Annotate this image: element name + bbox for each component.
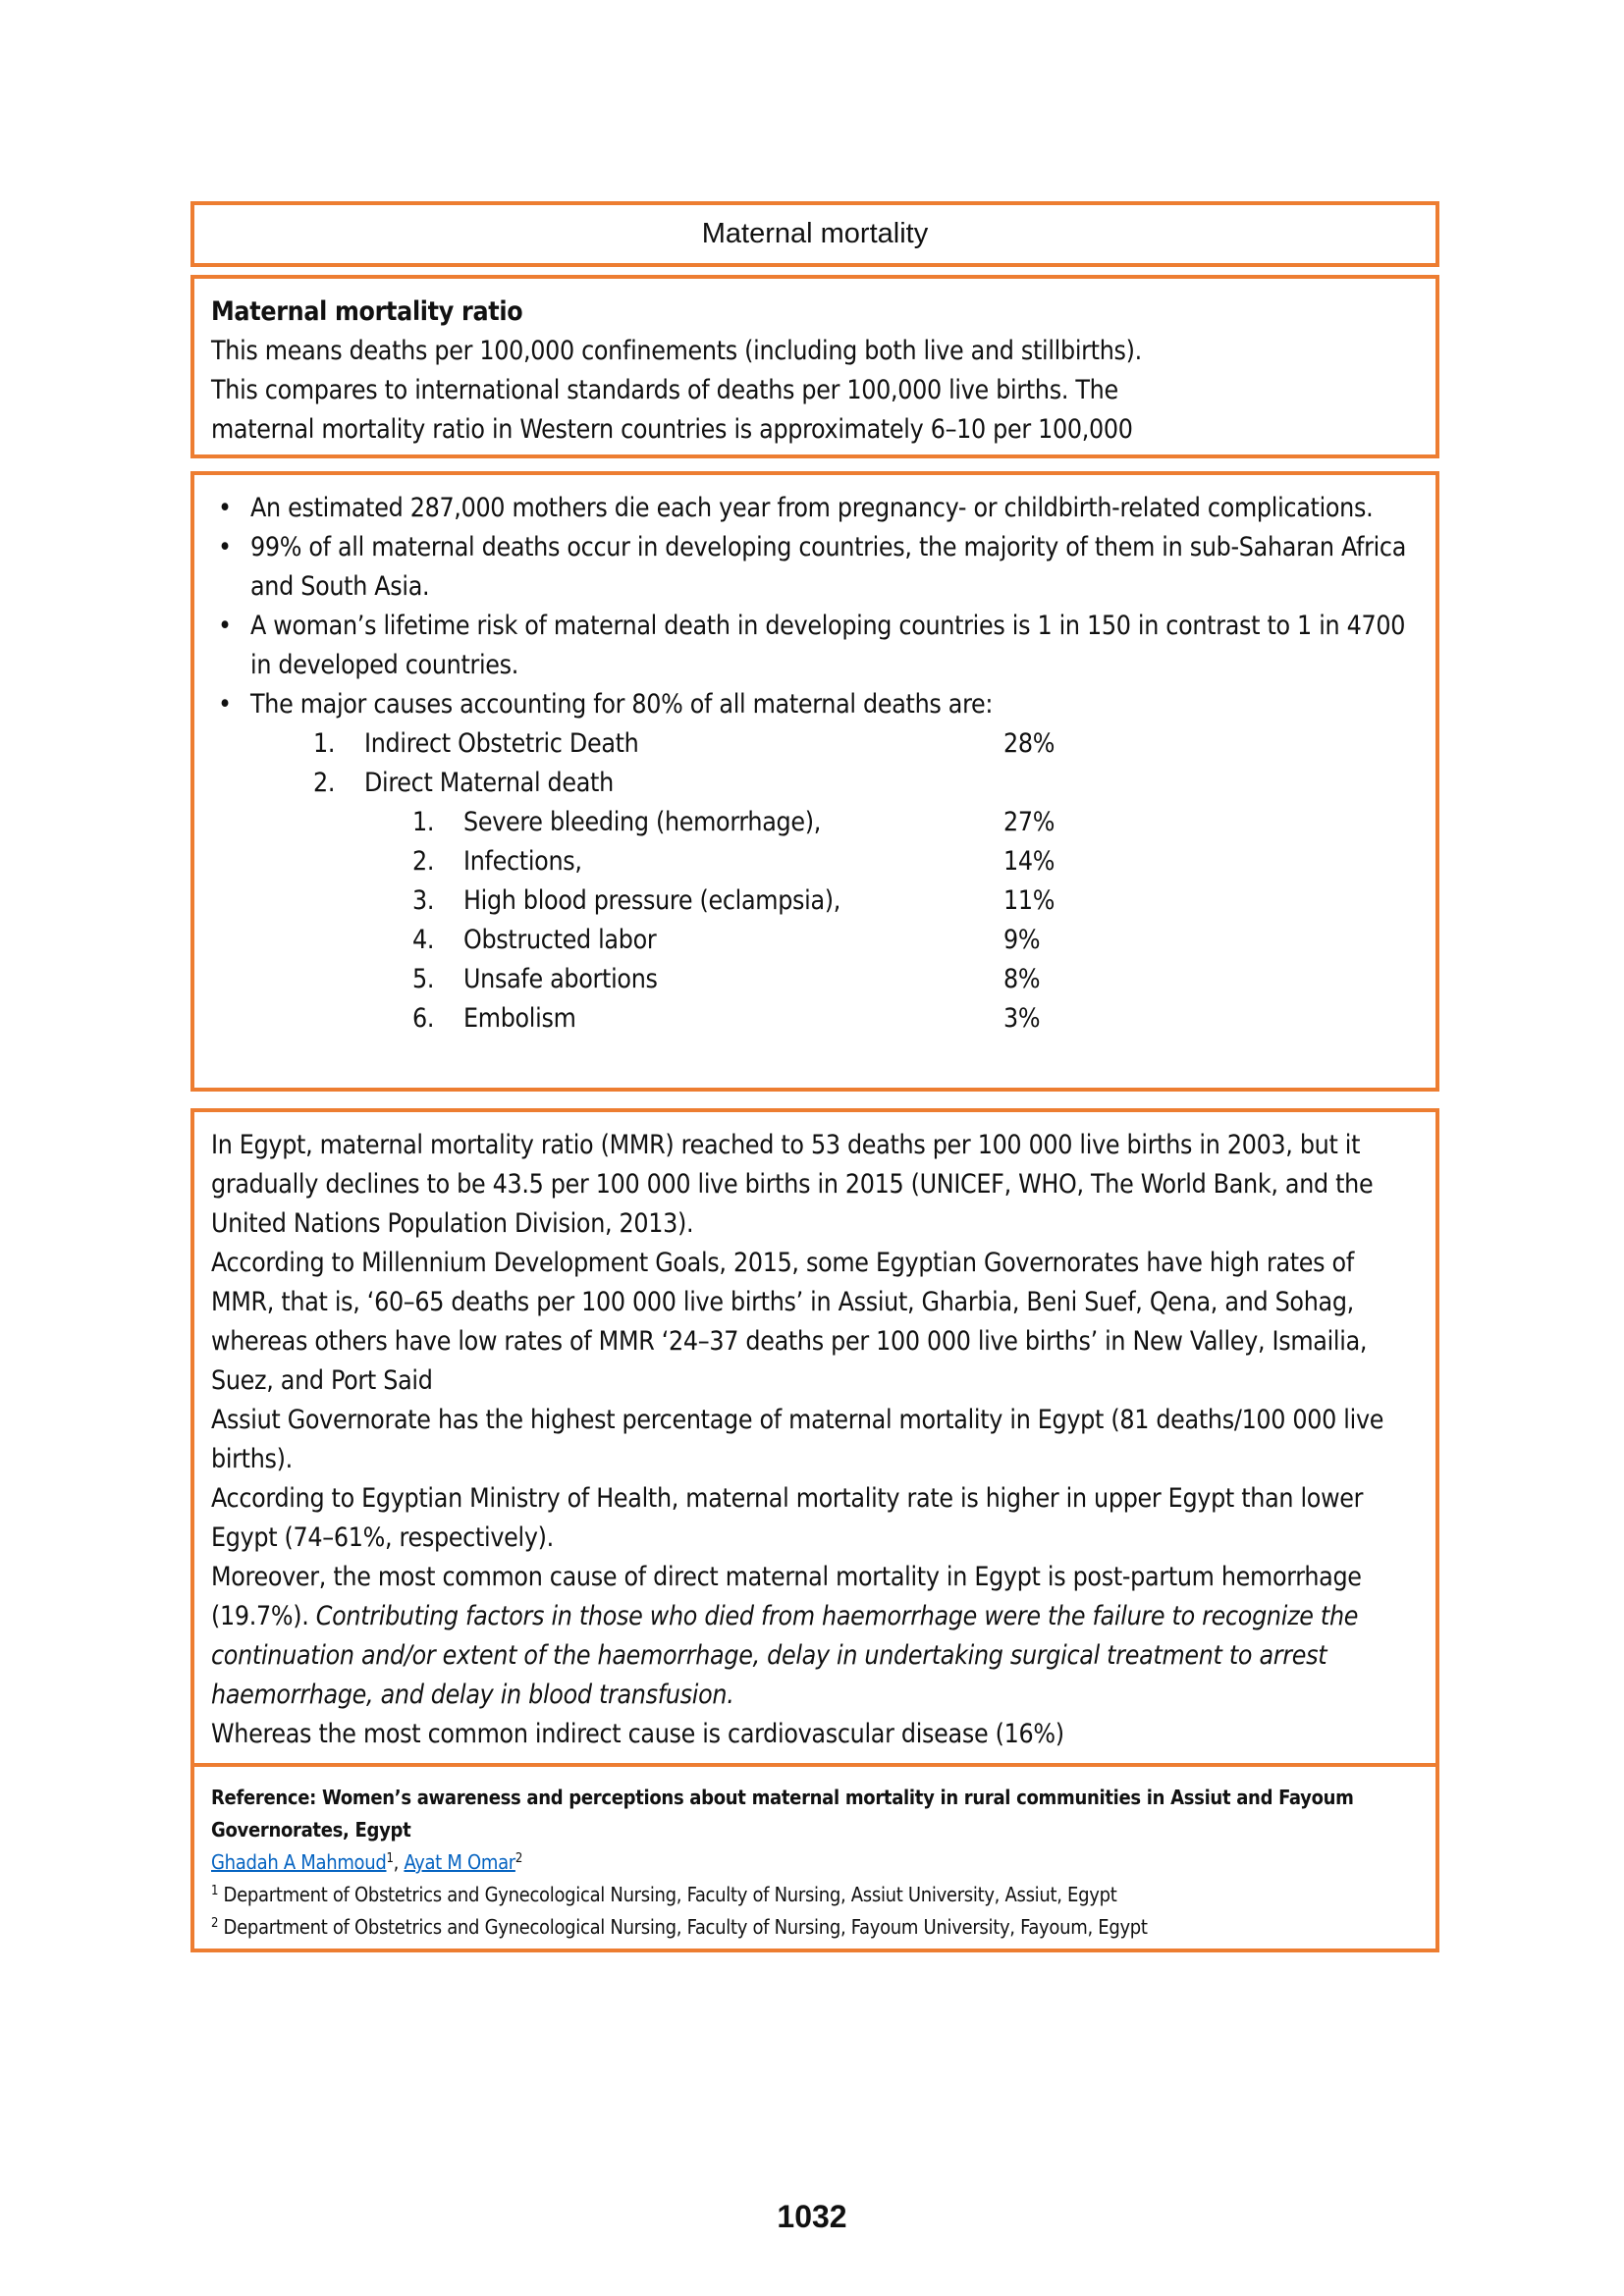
bullet-text: The major causes accounting for 80% of all maternal deaths are: xyxy=(250,689,994,720)
bullet-item xyxy=(194,685,1435,724)
cause-number: 2. xyxy=(313,768,336,798)
contributing-factors-text: Contributing factors in those who died from haemorrhage were the failure to recognize the continuation and/or extent of the haemorrhage, delay in undertaking surgical treatment to arrest haemorrhage, and delay in blood transfusion. xyxy=(211,1601,1359,1710)
bullet-item xyxy=(194,489,1435,528)
direct-cause-item xyxy=(194,881,1435,921)
facts-box xyxy=(190,471,1439,1092)
direct-cause-item xyxy=(194,803,1435,842)
title-box xyxy=(190,201,1439,267)
cause-percent: 27% xyxy=(1003,807,1056,837)
cause-label: Infections, xyxy=(463,846,582,877)
cause-percent: 28% xyxy=(1003,728,1056,759)
ratio-definition-box xyxy=(190,275,1439,458)
ratio-line: maternal mortality ratio in Western countries is approximately 6–10 per 100,000 xyxy=(211,414,1133,445)
cause-item xyxy=(194,724,1435,764)
direct-cause-item xyxy=(194,960,1435,999)
author-link-2[interactable]: Ayat M Omar xyxy=(404,1850,515,1874)
bullet-text: An estimated 287,000 mothers die each year from pregnancy- or childbirth-related complications. xyxy=(250,493,1374,523)
cause-number: 6. xyxy=(412,1003,435,1034)
egypt-box xyxy=(190,1108,1439,1952)
cause-percent: 9% xyxy=(1003,925,1041,955)
affiliation-1 xyxy=(211,1879,1426,1911)
cause-percent: 14% xyxy=(1003,846,1056,877)
affiliation-sup: 2 xyxy=(211,1916,219,1931)
authors-line xyxy=(211,1846,1426,1879)
bullet-item xyxy=(194,607,1435,685)
egypt-paragraph: According to Egyptian Ministry of Health, maternal mortality rate is higher in upper Egypt than lower Egypt (74–61%, respectively). xyxy=(211,1483,1364,1553)
bullet-icon: • xyxy=(218,532,232,562)
cause-number: 5. xyxy=(412,964,435,994)
cause-number: 3. xyxy=(412,885,435,916)
direct-cause-item xyxy=(194,999,1435,1039)
author-separator: , xyxy=(393,1850,405,1874)
cause-percent: 11% xyxy=(1003,885,1056,916)
egypt-paragraph: In Egypt, maternal mortality ratio (MMR) reached to 53 deaths per 100 000 live births in 2003, but it gradually declines to be 43.5 per 100 000 live births in 2015 (UNICEF, WHO, The World Bank, and the United Nations Population Division, 2013). xyxy=(211,1130,1374,1239)
author-sup: 2 xyxy=(514,1851,523,1866)
author-link-1[interactable]: Ghadah A Mahmoud xyxy=(211,1850,387,1874)
cause-label: Direct Maternal death xyxy=(364,768,614,798)
cause-label: Obstructed labor xyxy=(463,925,657,955)
egypt-paragraph: Assiut Governorate has the highest percentage of maternal mortality in Egypt (81 deaths/100 000 live births). xyxy=(211,1405,1384,1474)
egypt-paragraph xyxy=(211,1558,1422,1715)
cause-label: Unsafe abortions xyxy=(463,964,658,994)
page-title: Maternal mortality xyxy=(701,218,929,249)
reference-title: Reference: Women’s awareness and perceptions about maternal mortality in rural communities in Assiut and Fayoum Governorates, Egypt xyxy=(211,1786,1354,1842)
bullet-text: 99% of all maternal deaths occur in developing countries, the majority of them in sub-Saharan Africa and South Asia. xyxy=(250,532,1407,602)
bullet-text: A woman’s lifetime risk of maternal death in developing countries is 1 in 150 in contrast to 1 in 4700 in developed countries. xyxy=(250,611,1406,680)
ratio-line: This means deaths per 100,000 confinements (including both live and stillbirths). xyxy=(211,336,1142,366)
hemorrhage-text: Moreover, the most common cause of direct maternal mortality in Egypt is post-partum hemorrhage (19.7%). xyxy=(211,1562,1362,1631)
affiliation-2 xyxy=(211,1911,1426,1944)
cause-label: Embolism xyxy=(463,1003,576,1034)
cause-label: Severe bleeding (hemorrhage), xyxy=(463,807,822,837)
egypt-paragraph: Whereas the most common indirect cause is cardiovascular disease (16%) xyxy=(211,1719,1064,1749)
author-sup: 1 xyxy=(386,1851,394,1866)
cause-number: 2. xyxy=(412,846,435,877)
direct-cause-item xyxy=(194,921,1435,960)
cause-number: 1. xyxy=(313,728,336,759)
ratio-heading: Maternal mortality ratio xyxy=(211,296,523,327)
cause-item xyxy=(194,764,1435,803)
affiliation-text: Department of Obstetrics and Gynecological Nursing, Faculty of Nursing, Fayoum University, Fayoum, Egypt xyxy=(218,1915,1148,1939)
bullet-icon: • xyxy=(218,611,232,641)
egypt-paragraph: According to Millennium Development Goals, 2015, some Egyptian Governorates have high rates of MMR, that is, ‘60–65 deaths per 100 000 live births’ in Assiut, Gharbia, Beni Suef, Qena, and Sohag, whereas others have low rates of MMR ‘24–37 deaths per 100 000 live births’ in New Valley, Ismailia, Suez, and Port Said xyxy=(211,1248,1368,1396)
affiliation-text: Department of Obstetrics and Gynecological Nursing, Faculty of Nursing, Assiut University, Assiut, Egypt xyxy=(218,1883,1117,1906)
cause-number: 1. xyxy=(412,807,435,837)
affiliation-sup: 1 xyxy=(211,1884,219,1898)
cause-percent: 3% xyxy=(1003,1003,1041,1034)
direct-cause-item xyxy=(194,842,1435,881)
reference-block xyxy=(211,1782,1426,1944)
cause-number: 4. xyxy=(412,925,435,955)
bullet-item xyxy=(194,528,1435,607)
cause-label: High blood pressure (eclampsia), xyxy=(463,885,841,916)
cause-percent: 8% xyxy=(1003,964,1041,994)
page-number: 1032 xyxy=(777,2199,847,2234)
bullet-icon: • xyxy=(218,493,232,523)
ratio-line: This compares to international standards of deaths per 100,000 live births. The xyxy=(211,375,1118,405)
bullet-icon: • xyxy=(218,689,232,720)
reference-divider xyxy=(194,1763,1435,1767)
cause-label: Indirect Obstetric Death xyxy=(364,728,639,759)
